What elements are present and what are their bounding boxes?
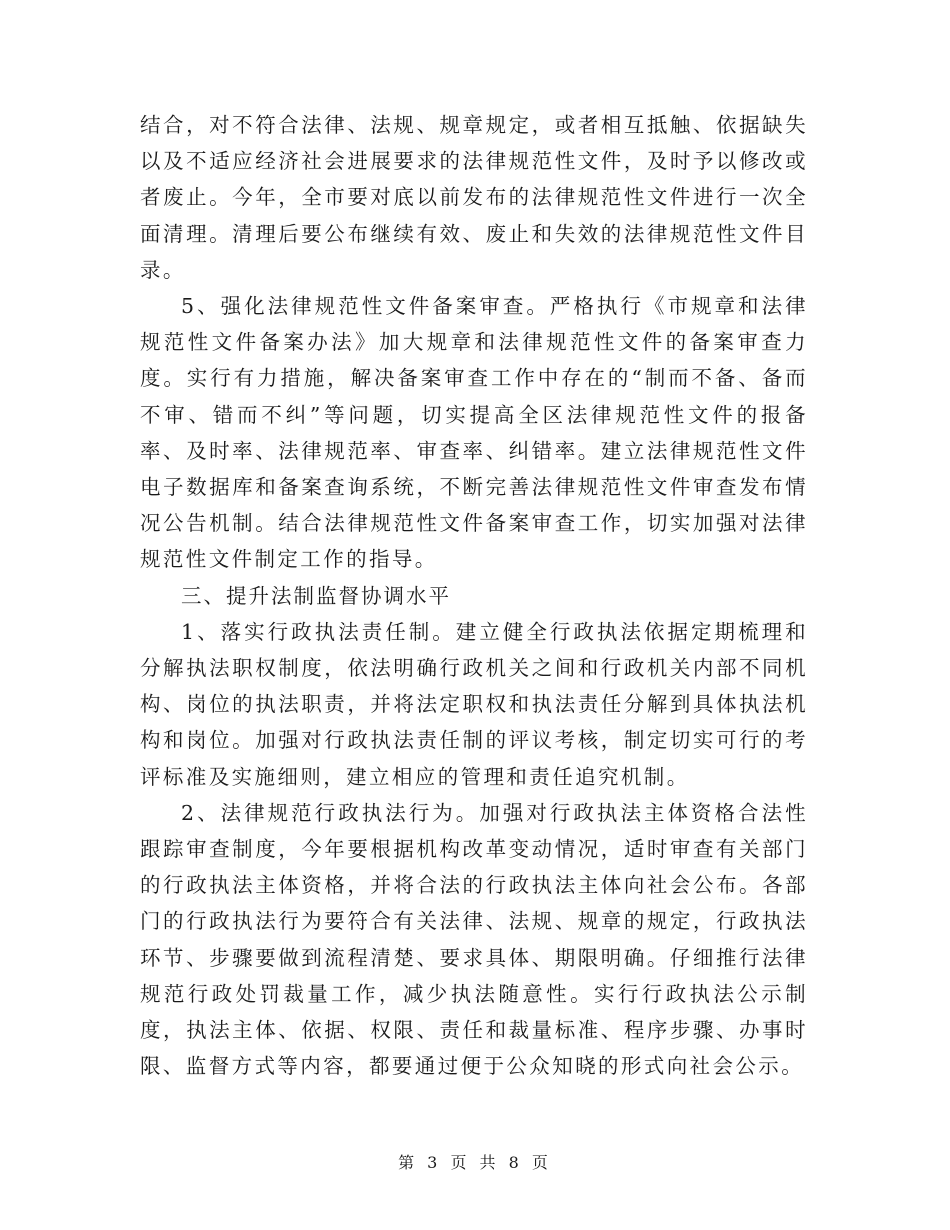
document-body	[140, 107, 808, 1084]
paragraph-4: 2、法律规范行政执法行为。加强对行政执法主体资格合法性跟踪审查制度，今年要根据机构改革变动情况，适时审查有关部门的行政执法主体资格，并将合法的行政执法主体向社会公布。各部门的行政执法行为要符合有关法律、法规、规章的规定，行政执法环节、步骤要做到流程清楚、要求具体、期限明确。仔细推行法律规范行政处罚裁量工作，减少执法随意性。实行行政执法公示制度，执法主体、依据、权限、责任和裁量标准、程序步骤、办事时限、监督方式等内容，都要通过便于公众知晓的形式向社会公示。	[140, 800, 808, 1079]
paragraph-2: 5、强化法律规范性文件备案审查。严格执行《市规章和法律规范性文件备案办法》加大规章和法律规范性文件的备案审查力度。实行有力措施，解决备案审查工作中存在的“制而不备、备而不审、错而不纠”等问题，切实提高全区法律规范性文件的报备率、及时率、法律规范率、审查率、纠错率。建立法律规范性文件电子数据库和备案查询系统，不断完善法律规范性文件审查发布情况公告机制。结合法律规范性文件备案审查工作，切实加强对法律规范性文件制定工作的指导。	[140, 294, 808, 572]
paragraph-3: 1、落实行政执法责任制。建立健全行政执法依据定期梳理和分解执法职权制度，依法明确行政机关之间和行政机关内部不同机构、岗位的执法职责，并将法定职权和执法责任分解到具体执法机构和岗位。加强对行政执法责任制的评议考核，制定切实可行的考评标准及实施细则，建立相应的管理和责任追究机制。	[140, 619, 808, 789]
page-number-footer: 第 3 页 共 8 页	[398, 1153, 552, 1172]
paragraph-1: 结合，对不符合法律、法规、规章规定，或者相互抵触、依据缺失以及不适应经济社会进展要求的法律规范性文件，及时予以修改或者废止。今年，全市要对底以前发布的法律规范性文件进行一次全面清理。清理后要公布继续有效、废止和失效的法律规范性文件目录。	[140, 113, 808, 282]
section-heading: 三、提升法制监督协调水平	[181, 583, 451, 608]
